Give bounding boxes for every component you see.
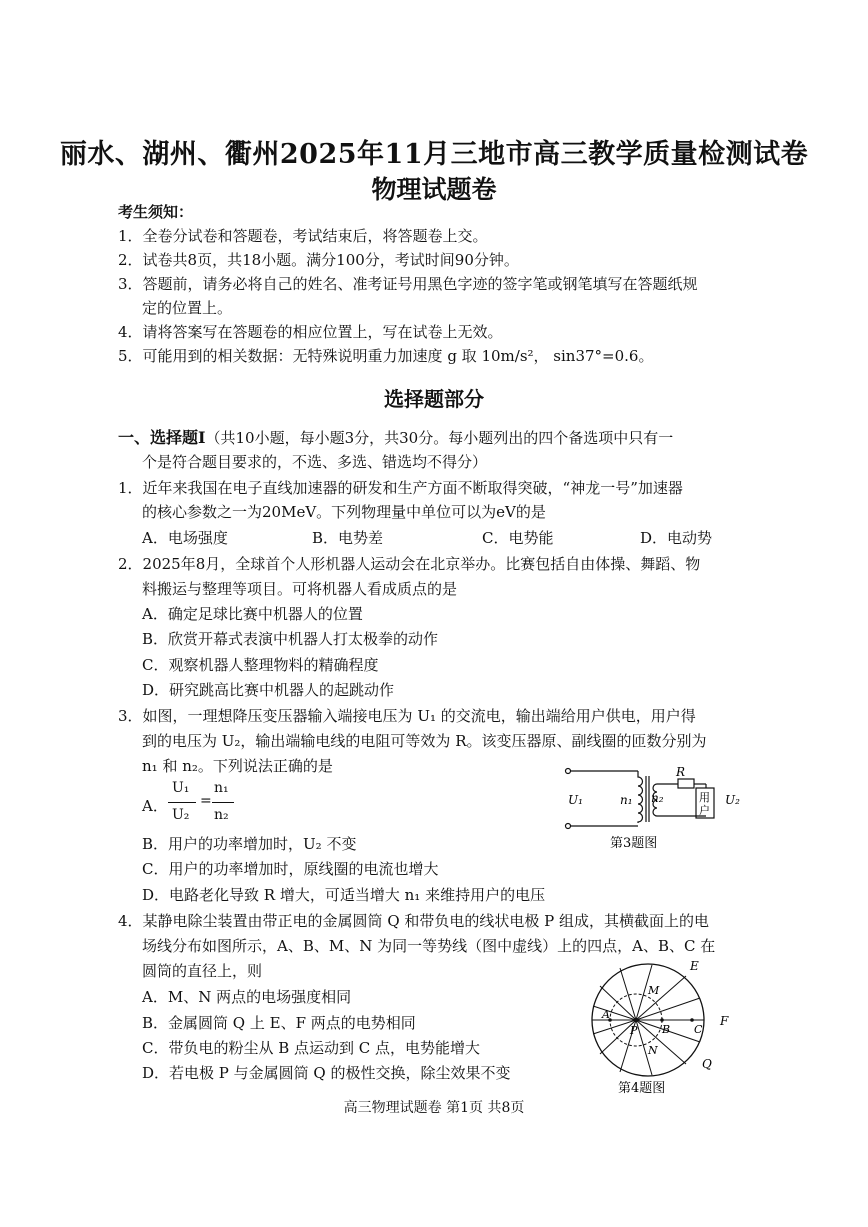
figure-caption: 第4题图	[618, 1081, 666, 1096]
q2-option-a: A．确定足球比赛中机器人的位置	[142, 605, 363, 623]
q3-stem-continued: 到的电压为 U₂，输出端输电线的电阻可等效为 R。该变压器原、副线圈的匝数分别为	[142, 732, 707, 750]
q4-stem-continued: 圆筒的直径上，则	[142, 962, 263, 980]
formula-n2: n₂	[214, 807, 229, 823]
part1-heading: 一、选择题Ⅰ	[118, 428, 206, 447]
q3-option-a-label: A．	[142, 797, 168, 815]
q3-option-a-formula	[168, 780, 238, 830]
point-c-label: C	[694, 1023, 703, 1036]
q4-stem: 4．某静电除尘装置由带正电的金属圆筒 Q 和带负电的线状电极 P 组成，其横截面上的电	[118, 912, 710, 930]
q4-option-b: B．金属圆筒 Q 上 E、F 两点的电势相同	[142, 1014, 416, 1032]
q3-option-c: C．用户的功率增加时，原线圈的电流也增大	[142, 860, 439, 878]
section-title: 选择题部分	[384, 387, 484, 411]
resistor-label: R	[676, 765, 686, 779]
notice-heading: 考生须知：	[118, 203, 194, 221]
q1-stem: 1．近年来我国在电子直线加速器的研发和生产方面不断取得突破，“神龙一号”加速器	[118, 479, 683, 497]
formula-n1: n₁	[214, 780, 229, 796]
point-f-label: F	[720, 1014, 729, 1028]
point-p-label: P	[630, 1024, 638, 1037]
notice-item: 2．试卷共8页，共18小题。满分100分，考试时间90分钟。	[118, 251, 519, 269]
q3-option-b: B．用户的功率增加时，U₂ 不变	[142, 835, 357, 853]
exam-title: 丽水、湖州、衢州2025年11月三地市高三教学质量检测试卷	[59, 139, 809, 170]
formula-u1: U₁	[172, 780, 190, 796]
cylinder-q-label: Q	[702, 1057, 712, 1071]
part1-desc-continued: 个是符合题目要求的，不选、多选、错选均不得分）	[142, 453, 488, 471]
notice-item: 3．答题前，请务必将自己的姓名、准考证号用黑色字迹的签字笔或钢笔填写在答题纸规	[118, 275, 698, 293]
notice-item: 4．请将答案写在答题卷的相应位置上，写在试卷上无效。	[118, 323, 503, 341]
q3-stem: 3．如图，一理想降压变压器输入端接电压为 U₁ 的交流电，输出端给用户供电，用户得	[118, 707, 696, 725]
q2-option-c: C．观察机器人整理物料的精确程度	[142, 656, 379, 674]
q1-option-b: B．电势差	[312, 529, 384, 547]
q2-stem-continued: 料搬运与整理等项目。可将机器人看成质点的是	[142, 580, 458, 598]
formula-equals: =	[200, 793, 212, 809]
exam-subtitle: 物理试题卷	[371, 175, 497, 204]
q4-stem-continued: 场线分布如图所示，A、B、M、N 为同一等势线（图中虚线）上的四点，A、B、C 在	[142, 937, 716, 955]
n1-label: n₁	[620, 793, 633, 807]
point-a-label: A	[602, 1008, 610, 1021]
q2-option-b: B．欣赏开幕式表演中机器人打太极拳的动作	[142, 630, 439, 648]
notice-item-continued: 定的位置上。	[142, 299, 233, 317]
part1-header	[118, 429, 673, 447]
q4-option-d: D．若电极 P 与金属圆筒 Q 的极性交换，除尘效果不变	[142, 1064, 511, 1082]
page-footer: 高三物理试题卷 第1页 共8页	[343, 1100, 525, 1116]
q4-option-c: C．带负电的粉尘从 B 点运动到 C 点，电势能增大	[142, 1039, 481, 1057]
q1-option-d: D．电动势	[640, 529, 713, 547]
point-b-dot	[660, 1018, 664, 1022]
u1-label: U₁	[568, 793, 583, 807]
n2-label: n₂	[651, 791, 664, 805]
part1-desc: （共10小题，每小题3分，共30分。每小题列出的四个备选项中只有一	[205, 429, 674, 447]
point-c-dot	[690, 1018, 694, 1022]
notice-item: 5．可能用到的相关数据：无特殊说明重力加速度 g 取 10m/s²， sin37°=0.6。	[118, 347, 654, 365]
notice-item: 1．全卷分试卷和答题卷，考试结束后，将答题卷上交。	[118, 227, 488, 245]
point-n-label: N	[648, 1044, 658, 1057]
point-b-label: B	[662, 1023, 671, 1036]
q4-option-a: A．M、N 两点的电场强度相同	[142, 988, 352, 1006]
point-e-label: E	[690, 959, 699, 973]
q3-option-d: D．电路老化导致 R 增大，可适当增大 n₁ 来维持用户的电压	[142, 886, 546, 904]
user-label: 用	[699, 791, 710, 804]
electrode-p-dot	[634, 1018, 638, 1022]
point-m-label: M	[648, 984, 660, 997]
fraction-bar	[212, 802, 234, 803]
q3-stem-continued: n₁ 和 n₂。下列说法正确的是	[142, 757, 333, 775]
fraction-bar	[168, 802, 196, 803]
q2-stem: 2．2025年8月，全球首个人形机器人运动会在北京举办。比赛包括自由体操、舞蹈、物	[118, 555, 701, 573]
q1-stem-continued: 的核心参数之一为20MeV。下列物理量中单位可以为eV的是	[142, 503, 546, 521]
figure-caption: 第3题图	[610, 836, 658, 851]
formula-u2: U₂	[172, 807, 190, 823]
user-label: 户	[699, 804, 710, 817]
q1-option-c: C．电势能	[482, 529, 554, 547]
u2-label: U₂	[725, 793, 740, 807]
transformer-circuit-diagram	[560, 762, 760, 857]
q2-option-d: D．研究跳高比赛中机器人的起跳动作	[142, 681, 395, 699]
q1-option-a: A．电场强度	[142, 529, 228, 547]
electric-field-diagram	[590, 958, 740, 1098]
